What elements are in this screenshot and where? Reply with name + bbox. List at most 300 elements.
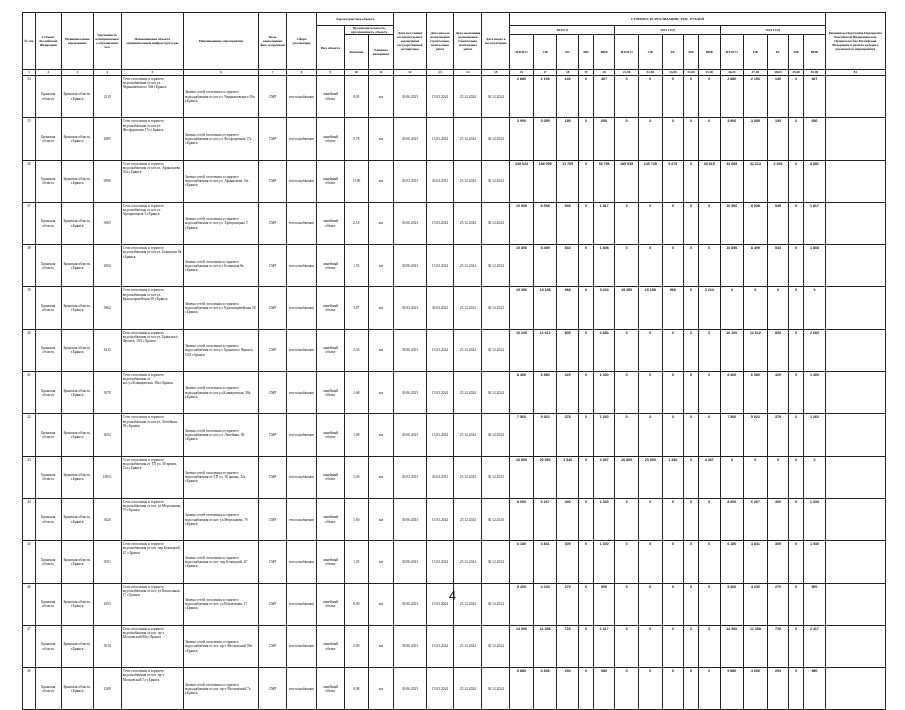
value-cell: 0,95 [344, 76, 368, 118]
object-name-cell: Сети отопления и горячего водоснабжения от кот.ул.Клинцовская, 38а г.Брянск [121, 372, 183, 414]
header-sub-2024-1: СФ [744, 35, 768, 70]
cost-cell: 0 [578, 202, 593, 244]
municipality-cell: Брянская область, г.Брянск [61, 372, 93, 414]
cost-cell: 0 [638, 76, 662, 118]
goal-cell: СМР [259, 329, 287, 371]
value-cell: 1,60 [344, 498, 368, 540]
cost-cell: 1 333 [593, 498, 614, 540]
cost-cell: 0 [615, 541, 639, 583]
start-date-cell: 15.03.2024 [426, 118, 454, 160]
cost-cell: 0 [789, 625, 804, 667]
cost-cell: 1 260 [593, 414, 614, 456]
end-date-cell: 25.12.2024 [454, 329, 482, 371]
cost-cell: 0 [789, 372, 804, 414]
municipality-cell: Брянская область, г.Брянск [61, 625, 93, 667]
start-date-cell: 15.03.2024 [426, 329, 454, 371]
expertise-date-cell: 30.03.2023 [394, 456, 426, 498]
cost-cell: 968 [662, 287, 683, 329]
start-date-cell: 30.04.2023 [426, 287, 454, 329]
unit-cell: км [368, 498, 394, 540]
reference-cell [825, 498, 885, 540]
municipality-cell: Брянская область, г.Брянск [61, 668, 93, 710]
object-name-cell: Сети отопления и горячего водоснабжения от кот.ул. Красноармейская 58 г.Брянск [121, 287, 183, 329]
kind-cell: линейный объект [317, 287, 345, 329]
expertise-date-cell: 30.06.2023 [394, 625, 426, 667]
column-number: 32,00 [638, 70, 662, 76]
unit-cell: км [368, 118, 394, 160]
header-start-date: Дата начала выполнения строительно-монтажных работ [426, 13, 454, 70]
goal-cell: СМР [259, 372, 287, 414]
header-sphere: Сфера реализации [287, 13, 317, 70]
column-number: 3 [61, 70, 93, 76]
table-row [23, 414, 886, 456]
region-cell: Брянская область [35, 202, 61, 244]
cost-cell: 0 [578, 583, 593, 625]
object-name-cell: Сети отопления и горячего водоснабжения от кот.ул. Хрещатицкая 5 г.Брянск [121, 202, 183, 244]
region-cell: Брянская область [35, 160, 61, 202]
row-number: 34 [23, 76, 36, 118]
unit-cell: км [368, 541, 394, 583]
goal-cell: СМР [259, 498, 287, 540]
cost-cell: 3 224 [593, 287, 614, 329]
cost-cell: 15 158 [638, 287, 662, 329]
cost-cell: 6 180 [720, 541, 744, 583]
object-name-cell: Сети отопления и горячего водоснабжения от кот.ул. Брянского Фронта, 10/2 г.Брянск [121, 329, 183, 371]
cost-cell: 15 158 [533, 287, 557, 329]
start-date-cell: 15.03.2024 [426, 202, 454, 244]
sphere-cell: теплоснабжение [287, 329, 317, 371]
kind-cell: линейный объект [317, 372, 345, 414]
cost-cell: 145 745 [638, 160, 662, 202]
region-cell: Брянская область [35, 583, 61, 625]
table-row [23, 372, 886, 414]
cost-cell: 1 808 [804, 245, 825, 287]
kind-cell: линейный объект [317, 625, 345, 667]
cost-cell: 8 538 [533, 202, 557, 244]
cost-cell: 3 900 [510, 118, 534, 160]
value-cell: 2,30 [344, 329, 368, 371]
sphere-cell: теплоснабжение [287, 668, 317, 710]
document-sheet [22, 12, 886, 710]
cost-cell: 0 [699, 414, 720, 456]
row-number: 45 [23, 541, 36, 583]
header-capacity: Производительность, протяженность объекта [344, 26, 393, 35]
unit-cell: км [368, 583, 394, 625]
cost-cell: 0 [684, 245, 699, 287]
expertise-date-cell: 30.03.2023 [394, 160, 426, 202]
header-cost: СТОИМОСТЬ РЕАЛИЗАЦИИ, ТЫС. РУБЛЕЙ [510, 13, 825, 26]
header-sub-2024-2: БС [767, 35, 788, 70]
column-number: 4 [93, 70, 121, 76]
goal-cell: СМР [259, 625, 287, 667]
goal-cell: СМР [259, 456, 287, 498]
cost-cell: 0 [684, 625, 699, 667]
cost-cell: 20 993 [638, 456, 662, 498]
value-cell: 1,08 [344, 414, 368, 456]
value-cell: 1,53 [344, 245, 368, 287]
end-date-cell: 25.12.2024 [454, 160, 482, 202]
header-reference: Реквизиты Поручения Президента Российской Федерации или Правительства Российской Федерации в рамках которого реализуется мероприятия [825, 13, 885, 70]
value-cell: 13,00 [344, 160, 368, 202]
unit-cell: км [368, 202, 394, 244]
cost-cell: 8 881 [804, 160, 825, 202]
cost-cell: 0 [789, 668, 804, 710]
cost-cell: 0 [578, 541, 593, 583]
column-number: 15 [482, 70, 510, 76]
cost-cell: 0 [638, 583, 662, 625]
cost-cell: 16 100 [720, 329, 744, 371]
object-name-cell: Сети отопления и горячего водоснабжения от кот.ул. Бежицкая 8в г.Брянск [121, 245, 183, 287]
cost-cell: 0 [615, 498, 639, 540]
cost-cell: 0 [804, 287, 825, 329]
start-date-cell: 15.03.2024 [426, 76, 454, 118]
row-number: 44 [23, 498, 36, 540]
measure-name-cell: Замена сетей отопления и горячего водоснабжения от кот.ул. Фосфоритная 17а г.Брянск [183, 118, 258, 160]
cost-cell: 4 606 [744, 668, 768, 710]
cost-cell: 0 [578, 498, 593, 540]
population-cell: 3051 [93, 541, 121, 583]
cost-cell: 294 [557, 668, 578, 710]
value-cell: 0,90 [344, 583, 368, 625]
cost-cell: 16 100 [510, 329, 534, 371]
cost-cell: 650 [593, 118, 614, 160]
commission-date-cell: 30.12.2024 [482, 329, 510, 371]
reference-cell [825, 668, 885, 710]
header-total: ВСЕГО [510, 26, 615, 35]
row-number: 46 [23, 583, 36, 625]
cost-cell: 0 [578, 160, 593, 202]
value-cell: 2,18 [344, 202, 368, 244]
end-date-cell: 25.12.2024 [454, 625, 482, 667]
header-population: Численность муниципального образования, чел. [93, 13, 121, 70]
cost-cell: 10 850 [510, 245, 534, 287]
sphere-cell: теплоснабжение [287, 76, 317, 118]
region-cell: Брянская область [35, 245, 61, 287]
region-cell: Брянская область [35, 498, 61, 540]
cost-cell: 0 [789, 329, 804, 371]
cost-cell: 0 [578, 456, 593, 498]
expertise-date-cell: 30.06.2023 [394, 541, 426, 583]
cost-cell: 1 333 [804, 498, 825, 540]
cost-cell: 5 922 [533, 414, 557, 456]
column-number: 9 [317, 70, 345, 76]
cost-cell: 4 606 [533, 668, 557, 710]
cost-cell: 0 [699, 202, 720, 244]
measure-name-cell: Замена сетей отопления и горячего водоснабжения от кот.ул. Брянского Фронта, 10/2 г.Брянск [183, 329, 258, 371]
sphere-cell: теплоснабжение [287, 456, 317, 498]
goal-cell: СМР [259, 245, 287, 287]
cost-cell: 0 [699, 498, 720, 540]
reference-cell [825, 625, 885, 667]
cost-cell: 0 [615, 372, 639, 414]
population-cell: 4415 [93, 329, 121, 371]
measure-name-cell: Замена сетей отопления и горячего водоснабжения от кот. пер.Бежицкий, 2Г г.Брянск [183, 541, 258, 583]
cost-cell: 19 350 [615, 287, 639, 329]
cost-cell: 9 275 [662, 160, 683, 202]
cost-cell: 1 030 [593, 541, 614, 583]
commission-date-cell: 30.12.2024 [482, 583, 510, 625]
kind-cell: линейный объект [317, 202, 345, 244]
commission-date-cell: 30.12.2024 [482, 625, 510, 667]
cost-cell: 0 [662, 118, 683, 160]
cost-cell: 1 817 [804, 202, 825, 244]
cost-cell: 0 [615, 202, 639, 244]
population-cell: 2108 [93, 668, 121, 710]
kind-cell: линейный объект [317, 583, 345, 625]
cost-cell: 0 [767, 456, 788, 498]
cost-cell: 2 193 [533, 76, 557, 118]
cost-cell: 900 [593, 583, 614, 625]
cost-cell: 239 624 [510, 160, 534, 202]
column-number: 48,00 [767, 70, 788, 76]
kind-cell: линейный объект [317, 329, 345, 371]
cost-cell: 2 494 [767, 160, 788, 202]
cost-cell: 0 [638, 498, 662, 540]
cost-cell: 467 [593, 76, 614, 118]
cost-cell: 0 [638, 625, 662, 667]
region-cell: Брянская область [35, 372, 61, 414]
value-cell: 2,90 [344, 625, 368, 667]
start-date-cell: 15.03.2024 [426, 625, 454, 667]
cost-cell: 0 [699, 541, 720, 583]
cost-cell: 8 000 [510, 498, 534, 540]
header-municipality: Муниципальное образование [61, 13, 93, 70]
cost-cell: 26 800 [510, 456, 534, 498]
population-cell: 3862 [93, 287, 121, 329]
cost-cell: 0 [615, 668, 639, 710]
cost-cell: 10 850 [720, 245, 744, 287]
unit-cell: км [368, 414, 394, 456]
cost-cell: 0 [662, 498, 683, 540]
start-date-cell: 15.03.2024 [426, 245, 454, 287]
object-name-cell: Сети отопления и горячего водоснабжения от кот. ул.Вокзальная, 17 г.Брянск [121, 583, 183, 625]
cost-cell: 6 267 [533, 498, 557, 540]
objects-table [22, 12, 886, 710]
cost-cell: 0 [684, 372, 699, 414]
kind-cell: линейный объект [317, 118, 345, 160]
cost-cell: 6 180 [510, 541, 534, 583]
population-cell: 3070 [93, 372, 121, 414]
column-number: 18 [557, 70, 578, 76]
cost-cell: 0 [638, 118, 662, 160]
cost-cell: 30 915 [699, 160, 720, 202]
reference-cell [825, 160, 885, 202]
cost-cell: 6 267 [744, 498, 768, 540]
kind-cell: линейный объект [317, 245, 345, 287]
expertise-date-cell: 30.06.2023 [394, 329, 426, 371]
cost-cell: 0 [638, 202, 662, 244]
commission-date-cell: 30.12.2024 [482, 160, 510, 202]
cost-cell: 543 [557, 245, 578, 287]
unit-cell: км [368, 287, 394, 329]
reference-cell [825, 202, 885, 244]
end-date-cell: 25.12.2024 [454, 118, 482, 160]
column-number: 8 [287, 70, 317, 76]
cost-cell: 1 808 [593, 245, 614, 287]
cost-cell: 12 612 [533, 329, 557, 371]
cost-cell: 0 [578, 245, 593, 287]
header-measure: Наименование мероприятия [183, 13, 258, 70]
population-cell: 2000 [93, 245, 121, 287]
population-cell: 3065 [93, 202, 121, 244]
cost-cell: 10 900 [510, 202, 534, 244]
cost-cell: 5 400 [720, 583, 744, 625]
object-name-cell: Сети отопления и горячего водоснабжения от кот.ул. Литейная, 58 г.Брянск [121, 414, 183, 456]
expertise-date-cell: 30.06.2023 [394, 498, 426, 540]
region-cell: Брянская область [35, 668, 61, 710]
end-date-cell: 25.12.2024 [454, 76, 482, 118]
column-number: 21,00 [615, 70, 639, 76]
value-cell: 3,87 [344, 287, 368, 329]
cost-cell: 0 [638, 414, 662, 456]
expertise-date-cell: 30.06.2023 [394, 668, 426, 710]
cost-cell: 2 880 [510, 76, 534, 118]
cost-cell: 309 [557, 541, 578, 583]
cost-cell: 1 340 [662, 456, 683, 498]
cost-cell: 0 [662, 372, 683, 414]
sphere-cell: теплоснабжение [287, 583, 317, 625]
municipality-cell: Брянская область, г.Брянск [61, 583, 93, 625]
cost-cell: 0 [804, 456, 825, 498]
municipality-cell: Брянская область, г.Брянск [61, 160, 93, 202]
cost-cell: 900 [804, 583, 825, 625]
sphere-cell: теплоснабжение [287, 202, 317, 244]
cost-cell: 8 499 [744, 245, 768, 287]
cost-cell: 270 [767, 583, 788, 625]
cost-cell: 0 [662, 541, 683, 583]
object-name-cell: Сети отопления и горячего водоснабжения от кот. пер.Бежицкий, 2Г г.Брянск [121, 541, 183, 583]
unit-cell: км [368, 329, 394, 371]
municipality-cell: Брянская область, г.Брянск [61, 245, 93, 287]
cost-cell: 0 [789, 245, 804, 287]
cost-cell: 11 358 [744, 625, 768, 667]
cost-cell: 1 030 [804, 541, 825, 583]
commission-date-cell: 30.12.2024 [482, 76, 510, 118]
cost-cell: 0 [789, 76, 804, 118]
reference-cell [825, 287, 885, 329]
row-number: 37 [23, 202, 36, 244]
kind-cell: линейный объект [317, 498, 345, 540]
cost-cell: 0 [638, 245, 662, 287]
end-date-cell: 25.12.2024 [454, 372, 482, 414]
cost-cell: 6 580 [533, 372, 557, 414]
cost-cell: 0 [744, 287, 768, 329]
cost-cell: 0 [699, 583, 720, 625]
cost-cell: 26 800 [615, 456, 639, 498]
cost-cell: 10 900 [720, 202, 744, 244]
cost-cell: 6 580 [744, 372, 768, 414]
cost-cell: 195 [767, 118, 788, 160]
cost-cell: 0 [720, 287, 744, 329]
municipality-cell: Брянская область, г.Брянск [61, 456, 93, 498]
cost-cell: 14 500 [510, 625, 534, 667]
cost-cell: 0 [789, 160, 804, 202]
row-number: 39 [23, 287, 36, 329]
expertise-date-cell: 30.06.2023 [394, 118, 426, 160]
measure-name-cell: Замена сетей отопления и горячего водоснабжения от кот.ул. Бежицкая 8в г.Брянск [183, 245, 258, 287]
municipality-cell: Брянская область, г.Брянск [61, 202, 93, 244]
value-cell: 1,68 [344, 372, 368, 414]
end-date-cell: 25.12.2024 [454, 245, 482, 287]
measure-name-cell: Замена сетей отопления и горячего водоснабжения от кот. пр-т Московский 7а г.Брянск [183, 668, 258, 710]
goal-cell: СМР [259, 414, 287, 456]
expertise-date-cell: 30.06.2023 [394, 583, 426, 625]
cost-cell: 0 [699, 625, 720, 667]
cost-cell: 2 683 [593, 329, 614, 371]
table-row [23, 498, 886, 540]
end-date-cell: 25.12.2023 [454, 287, 482, 329]
cost-cell: 0 [699, 668, 720, 710]
table-row [23, 245, 886, 287]
header-sub-total-4: ВНБ [593, 35, 614, 70]
header-value: Значение [344, 35, 368, 70]
reference-cell [825, 329, 885, 371]
goal-cell: СМР [259, 583, 287, 625]
cost-cell: 420 [557, 372, 578, 414]
header-sub-2024-4: ВНБ [804, 35, 825, 70]
cost-cell: 309 [767, 541, 788, 583]
column-number: 16 [510, 70, 534, 76]
unit-cell: км [368, 625, 394, 667]
municipality-cell: Брянская область, г.Брянск [61, 76, 93, 118]
goal-cell: СМР [259, 118, 287, 160]
sphere-cell: теплоснабжение [287, 541, 317, 583]
end-date-cell: 25.12.2024 [454, 668, 482, 710]
kind-cell: линейный объект [317, 668, 345, 710]
start-date-cell: 15.03.2024 [426, 668, 454, 710]
cost-cell: 0 [789, 118, 804, 160]
cost-cell: 0 [789, 287, 804, 329]
cost-cell: 0 [699, 76, 720, 118]
value-cell: 0,98 [344, 668, 368, 710]
table-row [23, 118, 886, 160]
cost-cell: 2 417 [593, 625, 614, 667]
commission-date-cell: 30.12.2023 [482, 287, 510, 329]
cost-cell: 7 560 [720, 414, 744, 456]
end-date-cell: 25.12.2023 [454, 456, 482, 498]
cost-cell: 0 [638, 372, 662, 414]
cost-cell: 5 880 [510, 668, 534, 710]
column-number: 12 [394, 70, 426, 76]
end-date-cell: 25.12.2024 [454, 541, 482, 583]
cost-cell: 420 [767, 372, 788, 414]
cost-cell: 0 [767, 287, 788, 329]
expertise-date-cell: 30.06.2023 [394, 202, 426, 244]
cost-cell: 0 [662, 245, 683, 287]
cost-cell: 5 400 [510, 583, 534, 625]
column-number: 33,00 [662, 70, 683, 76]
cost-cell: 14 500 [720, 625, 744, 667]
kind-cell: линейный объект [317, 414, 345, 456]
header-sub-total-1: СФ [533, 35, 557, 70]
cost-cell: 725 [557, 625, 578, 667]
kind-cell: линейный объект [317, 76, 345, 118]
row-number: 48 [23, 668, 36, 710]
municipality-cell: Брянская область, г.Брянск [61, 118, 93, 160]
cost-cell: 0 [684, 202, 699, 244]
row-number: 42 [23, 414, 36, 456]
cost-cell: 4 230 [744, 583, 768, 625]
region-cell: Брянская область [35, 456, 61, 498]
population-cell: 2110 [93, 76, 121, 118]
column-number: 13 [426, 70, 454, 76]
cost-cell: 0 [684, 498, 699, 540]
reference-cell [825, 414, 885, 456]
measure-name-cell: Замена сетей отопления и горячего водоснабжения от кот. ул.Вокзальная, 17 г.Брянск [183, 583, 258, 625]
cost-cell: 0 [615, 625, 639, 667]
cost-cell: 2 193 [744, 76, 768, 118]
start-date-cell: 15.03.2024 [426, 372, 454, 414]
